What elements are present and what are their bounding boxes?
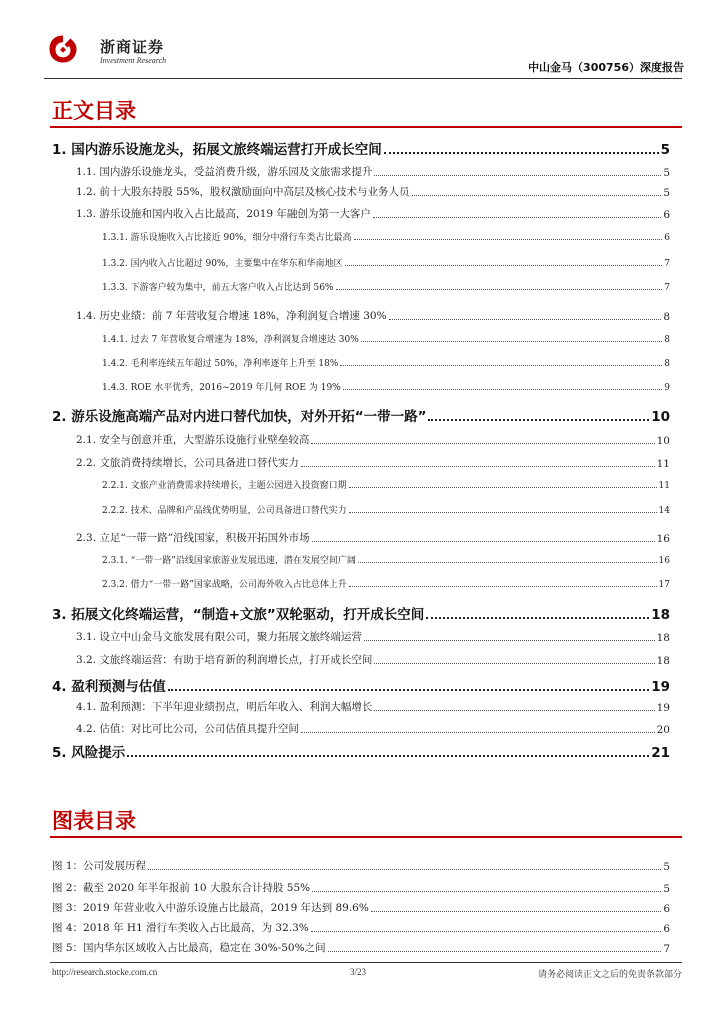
entry-page-number: 18 xyxy=(656,655,670,667)
dot-leader xyxy=(345,265,663,266)
entry-title: 2.3. 立足“一带一路”沿线国家，积极开拓国外市场 xyxy=(76,532,310,544)
toc-entry[interactable] xyxy=(52,603,670,623)
entry-page-number: 5 xyxy=(663,883,670,895)
toc-entry[interactable] xyxy=(76,308,670,323)
entry-title: 图 2：截至 2020 年半年报前 10 大股东合计持股 55% xyxy=(52,882,311,894)
dot-leader xyxy=(328,951,662,952)
entry-page-number: 17 xyxy=(658,580,670,590)
entry-title: 1.4. 历史业绩：前 7 年营收复合增速 18%，净利润复合增速 30% xyxy=(76,310,387,322)
figure-list-item[interactable] xyxy=(52,858,670,873)
dot-leader xyxy=(364,640,655,641)
dot-leader xyxy=(148,869,661,870)
entry-title: 图 4：2018 年 H1 滑行车类收入占比最高，为 32.3% xyxy=(52,922,309,934)
dot-leader xyxy=(389,319,662,320)
entry-title: 2.3.1. “一带一路”沿线国家旅游业发展迅速，潜在发展空间广阔 xyxy=(102,556,356,566)
logo-english-name: Investment Research xyxy=(100,56,167,65)
entry-title: 3. 拓展文化终端运营，“制造+文旅”双轮驱动，打开成长空间 xyxy=(52,607,425,623)
toc-heading-divider xyxy=(50,126,682,128)
entry-title: 1.4.1. 过去 7 年营收复合增速为 18%，净利润复合增速达 30% xyxy=(102,335,359,345)
dot-leader xyxy=(301,466,655,467)
toc-entry[interactable] xyxy=(76,164,670,179)
figures-heading: 图表目录 xyxy=(52,809,136,833)
entry-title: 2.2. 文旅消费持续增长，公司具备进口替代实力 xyxy=(76,457,299,469)
dot-leader xyxy=(311,931,662,932)
entry-page-number: 18 xyxy=(656,632,670,644)
toc-entry[interactable] xyxy=(52,405,670,425)
entry-title: 1.4.3. ROE 水平优秀，2016~2019 年几何 ROE 为 19% xyxy=(102,383,341,393)
entry-page-number: 8 xyxy=(663,311,670,323)
entry-page-number: 11 xyxy=(656,458,670,470)
dot-leader xyxy=(428,419,649,421)
page-header xyxy=(44,28,684,78)
entry-title: 1.3.2. 国内收入占比超过 90%，主要集中在华东和华南地区 xyxy=(102,259,343,269)
toc-entry[interactable] xyxy=(102,230,670,243)
toc-entry[interactable] xyxy=(102,356,670,369)
dot-leader xyxy=(358,562,657,563)
entry-title: 1.3.3. 下游客户较为集中，前五大客户收入占比达到 56% xyxy=(102,283,334,293)
dot-leader xyxy=(311,443,654,444)
toc-heading: 正文目录 xyxy=(52,99,136,123)
entry-title: 4.2. 估值：对比可比公司，公司估值具提升空间 xyxy=(76,723,299,735)
dot-leader xyxy=(349,487,657,488)
entry-title: 4. 盈利预测与估值 xyxy=(52,679,166,695)
entry-title: 1.3. 游乐设施和国内收入占比最高，2019 年融创为第一大客户 xyxy=(76,208,371,220)
dot-leader xyxy=(336,289,663,290)
dot-leader xyxy=(301,732,655,733)
toc-entry[interactable] xyxy=(102,332,670,345)
entry-page-number: 7 xyxy=(664,283,670,293)
entry-page-number: 8 xyxy=(664,359,670,369)
footer-disclaimer: 请务必阅读正文之后的免责条款部分 xyxy=(537,970,682,980)
dot-leader xyxy=(374,663,654,664)
entry-title: 图 1：公司发展历程 xyxy=(52,860,147,872)
company-logo xyxy=(48,32,178,72)
entry-title: 2.1. 安全与创意并重，大型游乐设施行业壁垒较高 xyxy=(76,434,310,446)
entry-page-number: 5 xyxy=(663,861,670,873)
entry-title: 2.3.2. 借力“一带一路”国家战略，公司海外收入占比总体上升 xyxy=(102,580,347,590)
footer-page-number: 3/23 xyxy=(350,967,367,977)
dot-leader xyxy=(354,239,663,240)
entry-page-number: 7 xyxy=(664,259,670,269)
entry-title: 2. 游乐设施高端产品对内进口替代加快，对外开拓“一带一路” xyxy=(52,409,427,425)
dot-leader xyxy=(340,365,662,366)
toc-entry[interactable] xyxy=(76,184,670,199)
figure-list-item[interactable] xyxy=(52,880,670,895)
toc-entry[interactable] xyxy=(76,629,670,644)
toc-entry[interactable] xyxy=(76,699,670,714)
figures-heading-divider xyxy=(50,836,682,838)
dot-leader xyxy=(373,217,661,218)
dot-leader xyxy=(371,911,661,912)
entry-title: 1. 国内游乐设施龙头，拓展文旅终端运营打开成长空间 xyxy=(52,142,382,158)
entry-page-number: 6 xyxy=(663,923,670,935)
toc-entry[interactable] xyxy=(76,721,670,736)
dot-leader xyxy=(349,586,657,587)
entry-page-number: 18 xyxy=(651,607,670,623)
report-title: 中山金马（300756）深度报告 xyxy=(528,61,684,74)
dot-leader xyxy=(168,689,649,691)
toc-entry[interactable] xyxy=(76,652,670,667)
entry-title: 1.1. 国内游乐设施龙头，受益消费升级，游乐园及文旅需求提升 xyxy=(76,166,373,178)
toc-entry[interactable] xyxy=(102,553,670,566)
entry-title: 图 3：2019 年营业收入中游乐设施占比最高，2019 年达到 89.6% xyxy=(52,902,369,914)
figure-list-item[interactable] xyxy=(52,920,670,935)
entry-title: 3.2. 文旅终端运营：有助于培育新的利润增长点，打开成长空间 xyxy=(76,654,373,666)
dot-leader xyxy=(343,389,663,390)
entry-title: 图 5：国内华东区域收入占比最高，稳定在 30%-50%之间 xyxy=(52,942,326,954)
dot-leader xyxy=(312,891,661,892)
entry-page-number: 8 xyxy=(664,335,670,345)
entry-page-number: 5 xyxy=(663,187,670,199)
toc-entry[interactable] xyxy=(76,530,670,545)
toc-entry[interactable] xyxy=(102,280,670,293)
entry-title: 3.1. 设立中山金马文旅发展有限公司，聚力拓展文旅终端运营 xyxy=(76,631,362,643)
dot-leader xyxy=(412,195,662,196)
entry-title: 5. 风险提示 xyxy=(52,745,126,761)
entry-page-number: 14 xyxy=(658,506,670,516)
entry-page-number: 6 xyxy=(663,903,670,915)
dot-leader xyxy=(374,710,654,711)
entry-title: 1.4.2. 毛利率连续五年超过 50%，净利率逐年上升至 18% xyxy=(102,359,339,369)
entry-page-number: 6 xyxy=(664,233,670,243)
toc-entry[interactable] xyxy=(102,577,670,590)
dot-leader xyxy=(312,541,655,542)
entry-page-number: 16 xyxy=(658,556,670,566)
toc-entry[interactable] xyxy=(102,380,670,393)
header-divider xyxy=(44,78,682,79)
figure-list-item[interactable] xyxy=(52,900,670,915)
toc-entry[interactable] xyxy=(76,206,670,221)
dot-leader xyxy=(426,617,649,619)
toc-entry[interactable] xyxy=(52,675,670,695)
entry-page-number: 5 xyxy=(660,142,670,158)
toc-entry[interactable] xyxy=(52,138,670,158)
entry-page-number: 5 xyxy=(663,167,670,179)
entry-page-number: 6 xyxy=(663,209,670,221)
toc-entry[interactable] xyxy=(102,503,670,516)
footer-url[interactable]: http://research.stocke.com.cn xyxy=(52,967,158,977)
toc-entry[interactable] xyxy=(102,478,670,491)
entry-page-number: 7 xyxy=(663,943,670,955)
figure-list-item[interactable] xyxy=(52,940,670,955)
entry-page-number: 21 xyxy=(651,745,670,761)
logo-chinese-name: 浙商证券 xyxy=(100,38,165,56)
entry-page-number: 10 xyxy=(656,435,670,447)
entry-page-number: 19 xyxy=(651,679,670,695)
toc-entry[interactable] xyxy=(76,455,670,470)
entry-title: 1.2. 前十大股东持股 55%，股权激励面向中高层及核心技术与业务人员 xyxy=(76,186,410,198)
entry-page-number: 20 xyxy=(656,724,670,736)
entry-page-number: 19 xyxy=(656,702,670,714)
entry-page-number: 10 xyxy=(651,409,670,425)
toc-entry[interactable] xyxy=(52,741,670,761)
entry-page-number: 11 xyxy=(658,481,670,491)
dot-leader xyxy=(361,341,662,342)
entry-title: 4.1. 盈利预测：下半年迎业绩拐点，明后年收入、利润大幅增长 xyxy=(76,701,373,713)
dot-leader xyxy=(349,512,657,513)
toc-entry[interactable] xyxy=(102,256,670,269)
toc-entry[interactable] xyxy=(76,432,670,447)
entry-title: 2.2.2. 技术、品牌和产品线优势明显，公司具备进口替代实力 xyxy=(102,506,347,516)
entry-page-number: 9 xyxy=(664,383,670,393)
entry-title: 2.2.1. 文旅产业消费需求持续增长，主题公园进入投资窗口期 xyxy=(102,481,347,491)
dot-leader xyxy=(374,175,661,176)
footer-divider xyxy=(50,962,682,963)
entry-title: 1.3.1. 游乐设施收入占比接近 90%，细分中滑行车类占比最高 xyxy=(102,233,352,243)
dot-leader xyxy=(384,152,659,154)
entry-page-number: 16 xyxy=(656,533,670,545)
logo-mark-icon xyxy=(48,34,78,64)
dot-leader xyxy=(127,755,649,757)
